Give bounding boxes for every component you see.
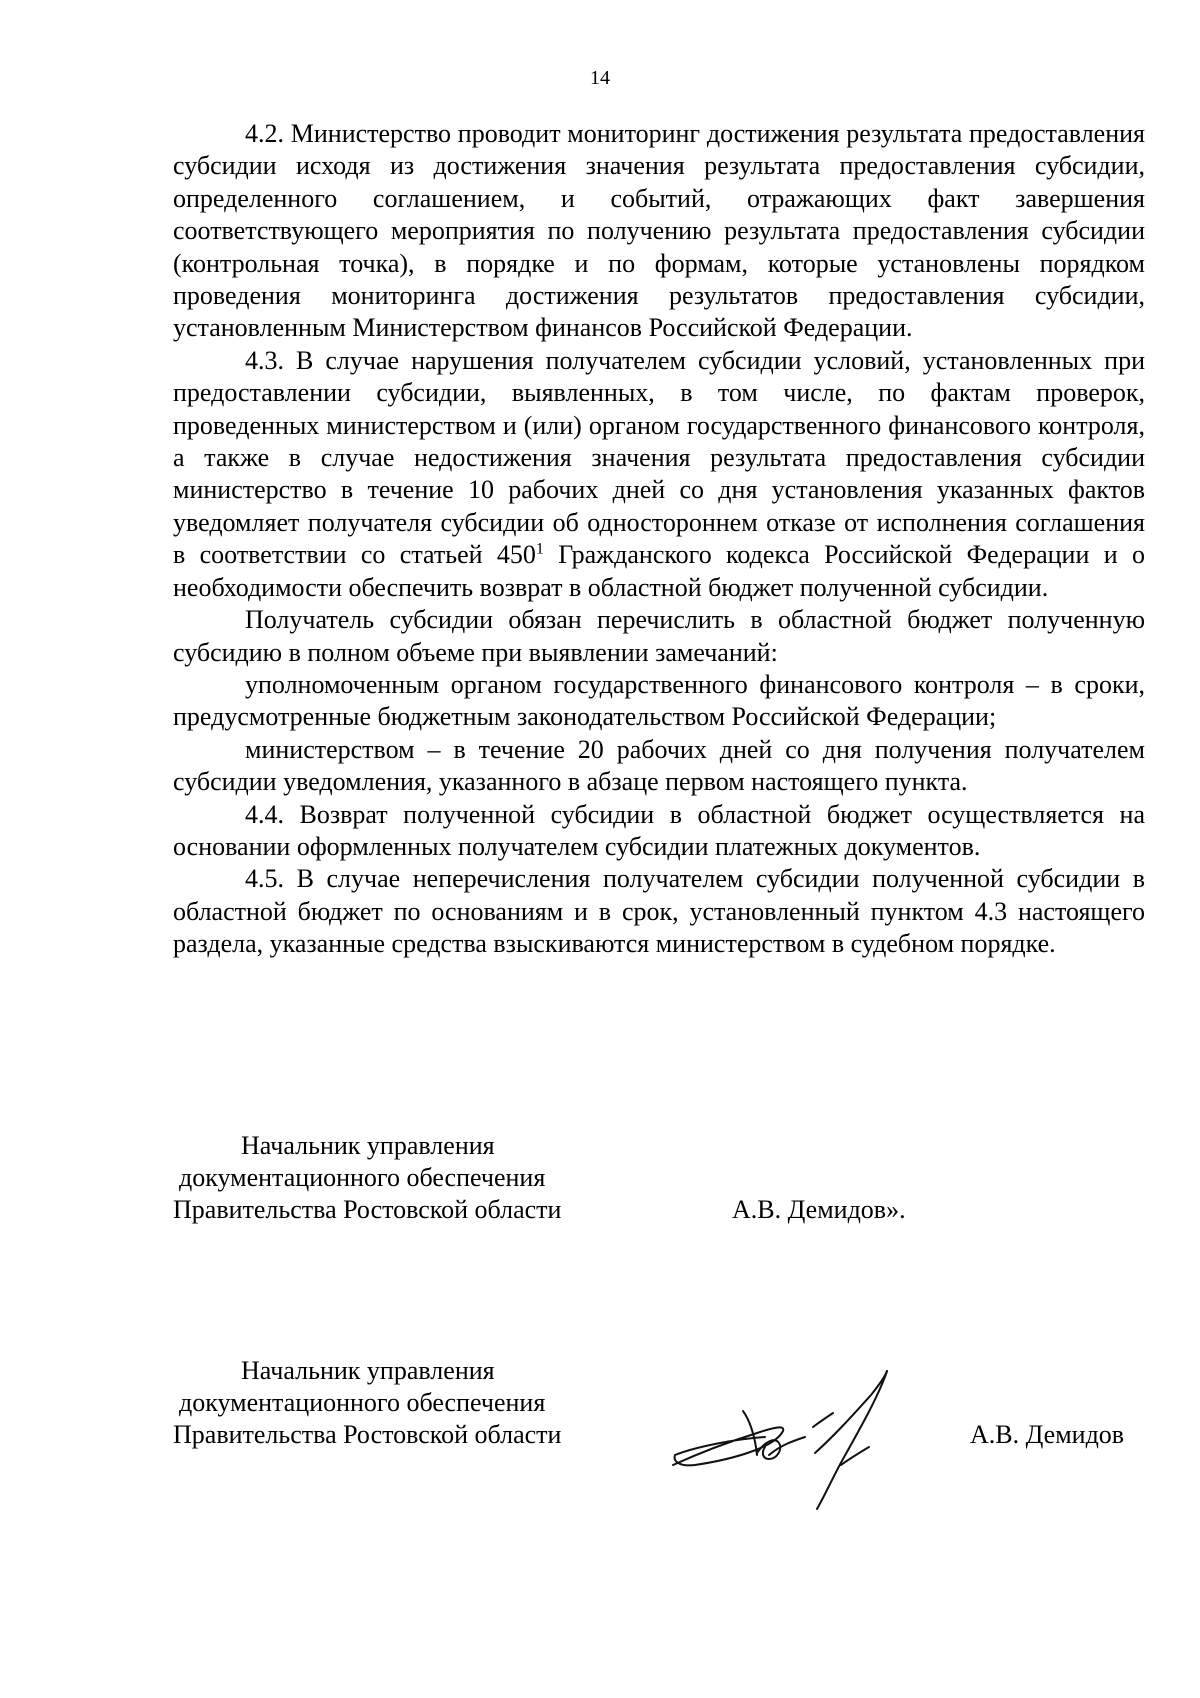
- sig2-title-line-3: Правительства Ростовской области: [173, 1420, 562, 1449]
- signature-block-1-title: [173, 1130, 561, 1226]
- paragraph-recipient-obligation: Получатель субсидии обязан перечислить в областной бюджет полученную субсидию в полном объеме при выявлении замечаний:: [173, 605, 1145, 667]
- document-body: [173, 118, 1145, 961]
- paragraph-4-3-text-b: Гражданского кодекса Российской Федерации и о необходимости обеспечить возврат в областной бюджет полученной субсидии.: [173, 540, 1145, 602]
- paragraph-4-4: 4.4. Возврат полученной субсидии в областной бюджет осуществляется на основании оформленных получателем субсидии платежных документов.: [173, 799, 1145, 861]
- paragraph-4-3: [173, 345, 1145, 604]
- sig1-title-line-3: Правительства Ростовской области: [173, 1195, 562, 1224]
- sig2-title-line-1: Начальник управления: [241, 1356, 495, 1385]
- paragraph-4-3-text-a: 4.3. В случае нарушения получателем субсидии условий, установленных при предоставлении субсидии, выявленных, в том числе, по фактам проверок, проведенных министерством и (или) органом государственного финансового контроля, а также в случае недостижения значения результата предоставления субсидии министерство в течение 10 рабочих дней со дня установления указанных фактов уведомляет получателя субсидии об одностороннем отказе от исполнения соглашения в соответствии со статьей 450: [173, 345, 1145, 570]
- sig1-name: А.В. Демидов».: [732, 1195, 906, 1224]
- page-number: 14: [590, 67, 610, 89]
- paragraph-ministry: министерством – в течение 20 рабочих дней со дня получения получателем субсидии уведомления, указанного в абзаце первом настоящего пункта.: [173, 734, 1145, 797]
- sig1-title-line-1: Начальник управления: [241, 1131, 495, 1160]
- paragraph-4-5: 4.5. В случае неперечисления получателем субсидии полученной субсидии в областной бюджет по основаниям и в срок, установленный пунктом 4.3 настоящего раздела, указанные средства взыскиваются министерством в судебном порядке.: [173, 864, 1145, 959]
- sig1-title-line-2: документационного обеспечения: [179, 1163, 546, 1192]
- footnote-superscript: 1: [535, 540, 544, 558]
- paragraph-4-2: 4.2. Министерство проводит мониторинг достижения результата предоставления субсидии исходя из достижения значения результата предоставления субсидии, определенного соглашением, и событий, отражающих факт завершения соответствующего мероприятия по получению результата предоставления субсидии (контрольная точка), в порядке и по формам, которые установлены порядком проведения мониторинга достижения результатов предоставления субсидии, установленным Министерством финансов Российской Федерации.: [173, 119, 1145, 343]
- sig2-title-line-2: документационного обеспечения: [179, 1388, 546, 1417]
- signature-block-2-title: [173, 1355, 561, 1451]
- sig2-name: А.В. Демидов: [970, 1420, 1125, 1449]
- paragraph-authorized-body: уполномоченным органом государственного финансового контроля – в сроки, предусмотренные бюджетным законодательством Российской Федерации;: [173, 669, 1145, 732]
- handwritten-signature-icon: [665, 1355, 955, 1515]
